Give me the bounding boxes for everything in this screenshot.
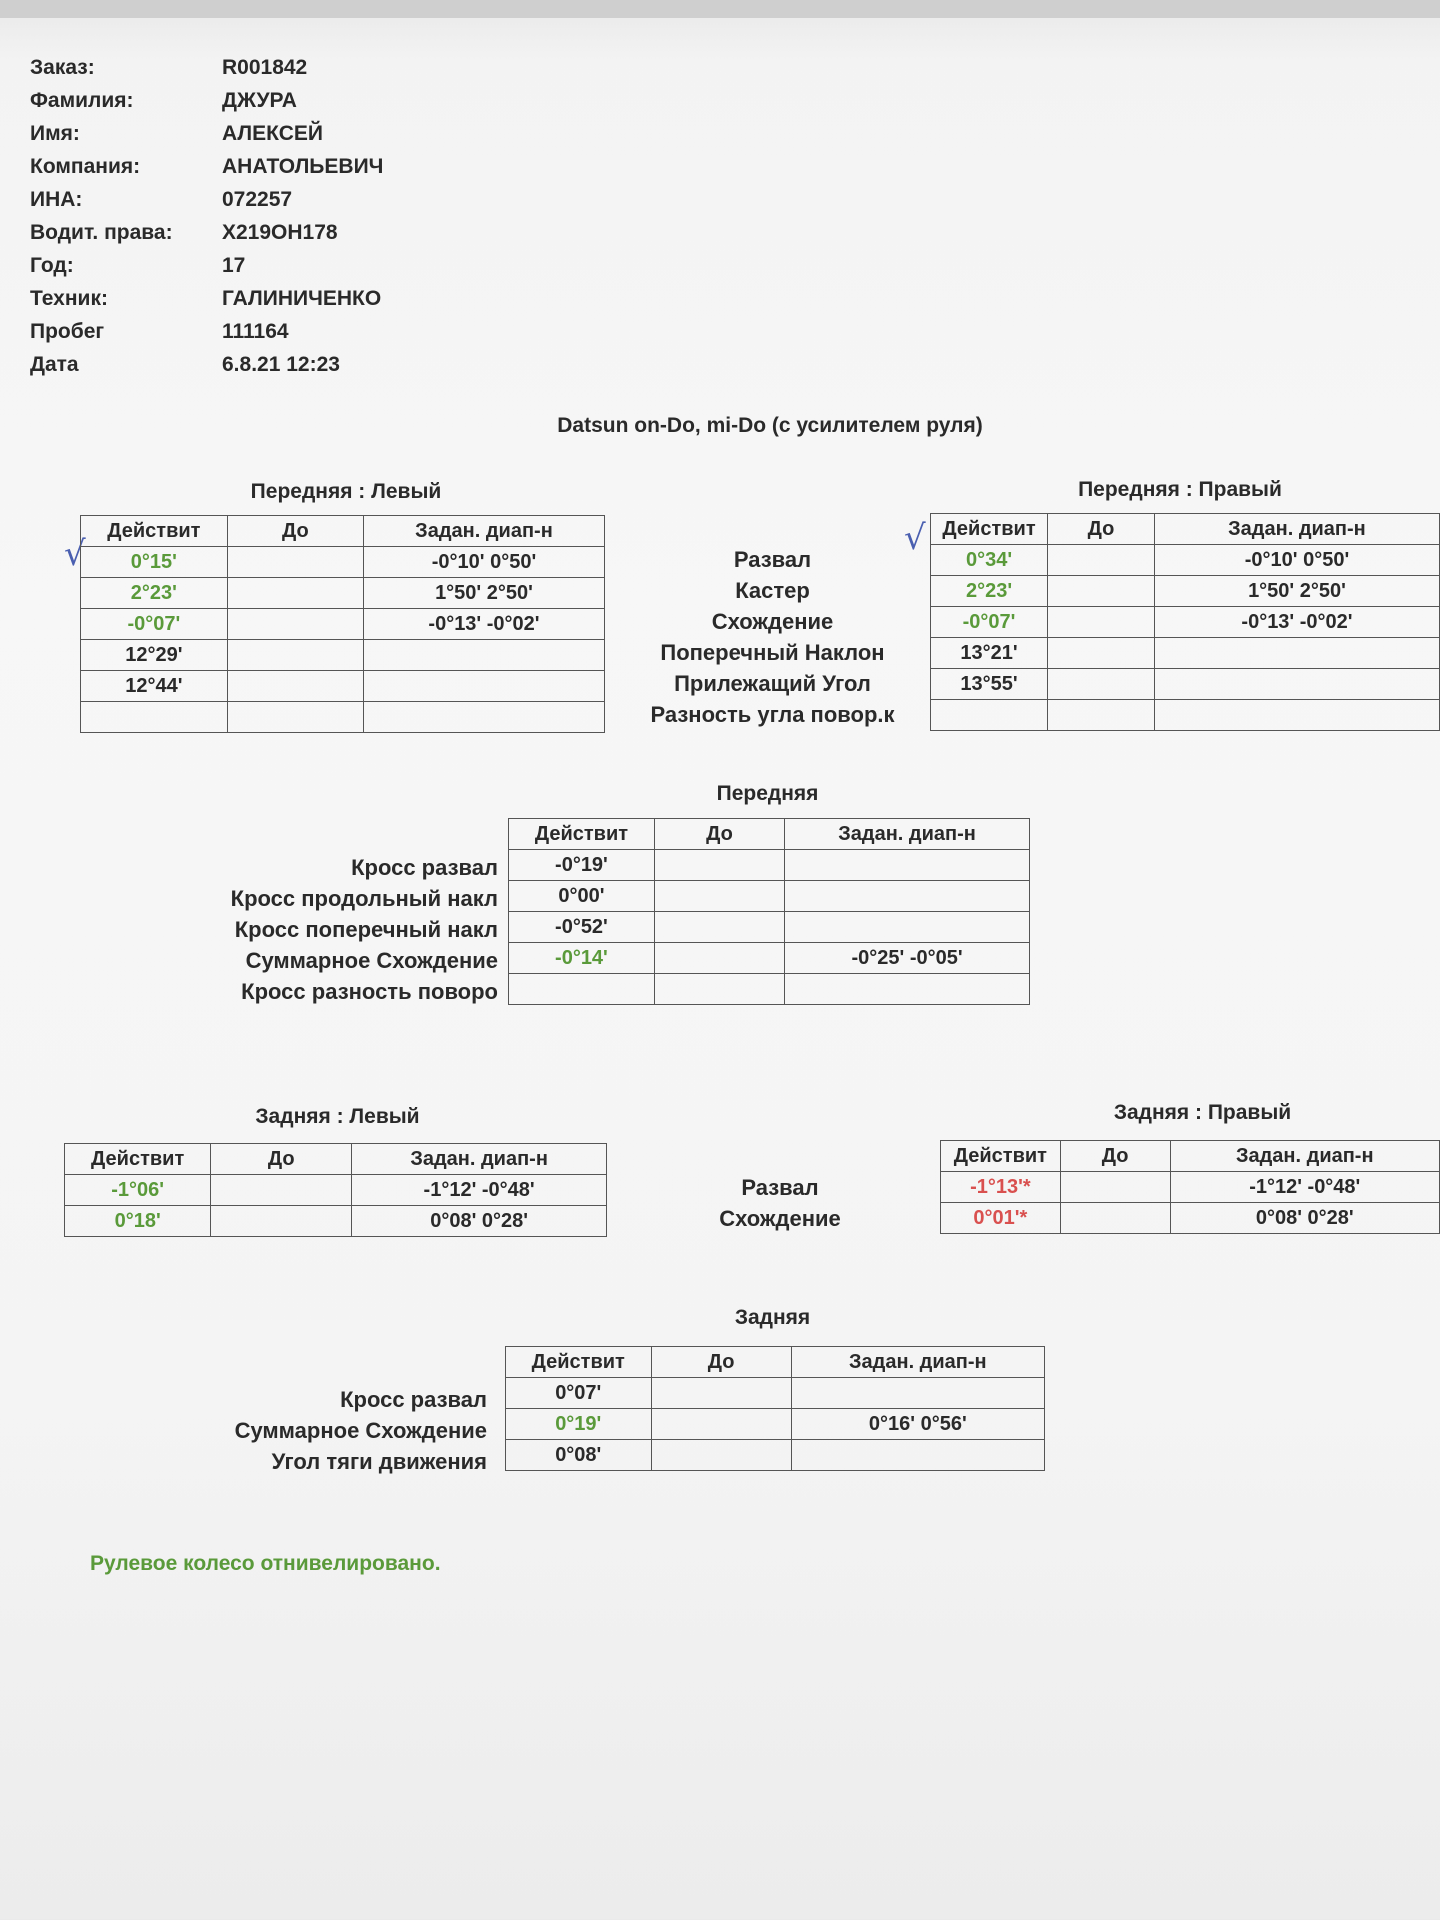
col-header-range: Задан. диап-н	[791, 1347, 1044, 1378]
cell-before	[654, 881, 784, 912]
table-row	[506, 1378, 1045, 1409]
table-row	[509, 912, 1030, 943]
cell-range	[785, 850, 1030, 881]
col-header-range: Задан. диап-н	[352, 1144, 607, 1175]
row-label: Кросс поперечный накл	[234, 917, 498, 942]
table-header-row	[65, 1144, 607, 1175]
table-row	[931, 576, 1440, 607]
front-right-table	[930, 513, 1440, 731]
cell-before	[651, 1409, 791, 1440]
rear-right-title: Задняя : Правый	[1113, 1101, 1292, 1124]
cell-actual: 12°29'	[81, 640, 228, 671]
info-label: Год:	[30, 254, 74, 277]
cell-before	[1060, 1203, 1170, 1234]
cell-before	[227, 640, 363, 671]
col-header-range: Задан. диап-н	[1154, 514, 1439, 545]
info-row	[30, 188, 550, 221]
table-row	[506, 1409, 1045, 1440]
table-row	[81, 578, 605, 609]
vehicle-title: Datsun on-Do, mi-Do (с усилителем руля)	[557, 414, 983, 437]
col-header-actual: Действит	[509, 819, 655, 850]
rear-cross-row-labels	[80, 1384, 487, 1477]
table-row	[941, 1172, 1440, 1203]
cell-before	[654, 974, 784, 1005]
check-mark-icon: √	[64, 534, 86, 574]
col-header-actual: Действит	[941, 1141, 1061, 1172]
col-header-actual: Действит	[81, 516, 228, 547]
cell-before	[211, 1175, 352, 1206]
col-header-before: До	[654, 819, 784, 850]
cell-before	[651, 1378, 791, 1409]
col-header-actual: Действит	[506, 1347, 652, 1378]
cell-actual: 13°21'	[931, 638, 1048, 669]
table-row	[81, 609, 605, 640]
info-label: Водит. права:	[30, 221, 173, 244]
info-value: АНАТОЛЬЕВИЧ	[222, 155, 384, 178]
cell-actual	[931, 700, 1048, 731]
info-value: ДЖУРА	[222, 89, 297, 112]
cell-range	[785, 912, 1030, 943]
info-row	[30, 320, 550, 353]
info-row	[30, 155, 550, 188]
cell-range	[791, 1378, 1044, 1409]
cell-range: -1°12' -0°48'	[1170, 1172, 1439, 1203]
cell-range: -0°10' 0°50'	[363, 547, 604, 578]
cell-before	[227, 671, 363, 702]
cell-actual: 0°15'	[81, 547, 228, 578]
cell-before	[651, 1440, 791, 1471]
rear-right-table	[940, 1140, 1440, 1234]
table-row	[509, 943, 1030, 974]
col-header-before: До	[1060, 1141, 1170, 1172]
info-row	[30, 353, 550, 386]
cell-before	[1048, 576, 1155, 607]
table-row	[509, 881, 1030, 912]
table-row	[941, 1203, 1440, 1234]
cell-range	[363, 640, 604, 671]
cell-range	[785, 881, 1030, 912]
info-label: Техник:	[30, 287, 108, 310]
table-row	[65, 1206, 607, 1237]
row-label: Поперечный Наклон	[660, 640, 885, 665]
col-header-range: Задан. диап-н	[363, 516, 604, 547]
info-row	[30, 254, 550, 287]
info-value: 111164	[222, 320, 289, 343]
cell-before	[1048, 700, 1155, 731]
cell-actual: -0°52'	[509, 912, 655, 943]
row-label: Кросс разность поворо	[241, 979, 498, 1004]
col-header-before: До	[211, 1144, 352, 1175]
table-row	[931, 545, 1440, 576]
col-header-before: До	[227, 516, 363, 547]
cell-range	[791, 1440, 1044, 1471]
cell-range	[1154, 638, 1439, 669]
rear-cross-table	[505, 1346, 1045, 1471]
info-value: 17	[222, 254, 246, 277]
cell-range: 1°50' 2°50'	[1154, 576, 1439, 607]
cell-range: -0°10' 0°50'	[1154, 545, 1439, 576]
cell-range: 0°08' 0°28'	[1170, 1203, 1439, 1234]
cell-before	[227, 702, 363, 733]
cell-range: 1°50' 2°50'	[363, 578, 604, 609]
cell-actual: 0°08'	[506, 1440, 652, 1471]
info-row	[30, 89, 550, 122]
info-value: ГАЛИНИЧЕНКО	[222, 287, 382, 310]
order-info	[30, 56, 550, 386]
cell-before	[654, 943, 784, 974]
table-row	[81, 671, 605, 702]
table-row	[931, 638, 1440, 669]
cell-range	[785, 974, 1030, 1005]
table-row	[931, 700, 1440, 731]
table-header-row	[931, 514, 1440, 545]
table-row	[931, 607, 1440, 638]
row-label: Суммарное Схождение	[234, 1418, 487, 1443]
info-value: R001842	[222, 56, 308, 79]
row-label: Кросс развал	[340, 1387, 487, 1412]
cell-actual: -0°07'	[931, 607, 1048, 638]
col-header-actual: Действит	[931, 514, 1048, 545]
col-header-range: Задан. диап-н	[785, 819, 1030, 850]
rear-row-labels	[640, 1172, 920, 1234]
cell-before	[1048, 545, 1155, 576]
info-value: 6.8.21 12:23	[222, 353, 340, 376]
rear-left-title: Задняя : Левый	[255, 1105, 420, 1128]
table-header-row	[509, 819, 1030, 850]
cell-actual: 0°18'	[65, 1206, 211, 1237]
row-label: Разность угла повор.к	[650, 702, 895, 727]
cell-range: 0°16' 0°56'	[791, 1409, 1044, 1440]
cell-range: -0°13' -0°02'	[1154, 607, 1439, 638]
cell-actual: 12°44'	[81, 671, 228, 702]
cell-before	[227, 547, 363, 578]
cell-range	[363, 671, 604, 702]
info-label: Компания:	[30, 155, 141, 178]
table-row	[509, 850, 1030, 881]
table-row	[931, 669, 1440, 700]
steering-level-note: Рулевое колесо отнивелировано.	[90, 1552, 441, 1575]
cell-range: -0°13' -0°02'	[363, 609, 604, 640]
cell-range	[363, 702, 604, 733]
cell-actual: -0°19'	[509, 850, 655, 881]
row-label: Суммарное Схождение	[245, 948, 498, 973]
table-header-row	[81, 516, 605, 547]
cell-actual: 0°34'	[931, 545, 1048, 576]
cell-actual: 2°23'	[81, 578, 228, 609]
front-row-labels	[615, 544, 930, 730]
info-label: ИНА:	[30, 188, 83, 211]
front-right-title: Передняя : Правый	[1078, 478, 1282, 501]
cell-actual: 0°00'	[509, 881, 655, 912]
col-header-range: Задан. диап-н	[1170, 1141, 1439, 1172]
row-label: Угол тяги движения	[271, 1449, 487, 1474]
cell-before	[227, 609, 363, 640]
cell-range	[1154, 669, 1439, 700]
front-left-title: Передняя : Левый	[250, 480, 442, 503]
table-row	[506, 1440, 1045, 1471]
info-row	[30, 122, 550, 155]
info-value: Х219ОН178	[222, 221, 338, 244]
cell-range: -0°25' -0°05'	[785, 943, 1030, 974]
cell-actual: -1°06'	[65, 1175, 211, 1206]
table-row	[509, 974, 1030, 1005]
rear-left-table	[64, 1143, 607, 1237]
cell-actual: -0°14'	[509, 943, 655, 974]
row-label: Развал	[733, 547, 812, 572]
cell-before	[227, 578, 363, 609]
cell-before	[654, 912, 784, 943]
info-label: Пробег	[30, 320, 105, 343]
cell-actual: 0°01'*	[941, 1203, 1061, 1234]
table-row	[65, 1175, 607, 1206]
info-value: 072257	[222, 188, 293, 211]
row-label: Схождение	[719, 1206, 841, 1231]
table-row	[81, 702, 605, 733]
cell-actual: 0°19'	[506, 1409, 652, 1440]
info-label: Фамилия:	[30, 89, 134, 112]
cell-before	[1048, 669, 1155, 700]
front-cross-title: Передняя	[716, 782, 819, 805]
cell-before	[211, 1206, 352, 1237]
cell-actual: 0°07'	[506, 1378, 652, 1409]
row-label: Кросс продольный накл	[230, 886, 498, 911]
cell-actual	[509, 974, 655, 1005]
col-header-actual: Действит	[65, 1144, 211, 1175]
rear-cross-title: Задняя	[734, 1306, 811, 1329]
col-header-before: До	[1048, 514, 1155, 545]
col-header-before: До	[651, 1347, 791, 1378]
row-label: Кросс развал	[351, 855, 498, 880]
cell-actual	[81, 702, 228, 733]
info-label: Заказ:	[30, 56, 95, 79]
cell-range: 0°08' 0°28'	[352, 1206, 607, 1237]
cell-before	[654, 850, 784, 881]
cell-actual: 2°23'	[931, 576, 1048, 607]
info-label: Дата	[30, 353, 79, 376]
front-cross-table	[508, 818, 1030, 1005]
info-value: АЛЕКСЕЙ	[222, 122, 323, 145]
info-row	[30, 221, 550, 254]
info-label: Имя:	[30, 122, 80, 145]
front-cross-row-labels	[80, 852, 498, 1007]
row-label: Схождение	[711, 609, 834, 634]
paper-top-edge	[0, 0, 1440, 18]
cell-actual: 13°55'	[931, 669, 1048, 700]
cell-range: -1°12' -0°48'	[352, 1175, 607, 1206]
row-label: Прилежащий Угол	[674, 671, 871, 696]
cell-range	[1154, 700, 1439, 731]
table-row	[81, 547, 605, 578]
cell-before	[1048, 638, 1155, 669]
cell-before	[1060, 1172, 1170, 1203]
cell-actual: -0°07'	[81, 609, 228, 640]
info-row	[30, 56, 550, 89]
table-row	[81, 640, 605, 671]
row-label: Развал	[741, 1175, 819, 1200]
cell-before	[1048, 607, 1155, 638]
table-header-row	[941, 1141, 1440, 1172]
front-left-table	[80, 515, 605, 733]
row-label: Кастер	[735, 578, 810, 603]
info-row	[30, 287, 550, 320]
check-mark-icon: √	[904, 518, 926, 558]
table-header-row	[506, 1347, 1045, 1378]
cell-actual: -1°13'*	[941, 1172, 1061, 1203]
